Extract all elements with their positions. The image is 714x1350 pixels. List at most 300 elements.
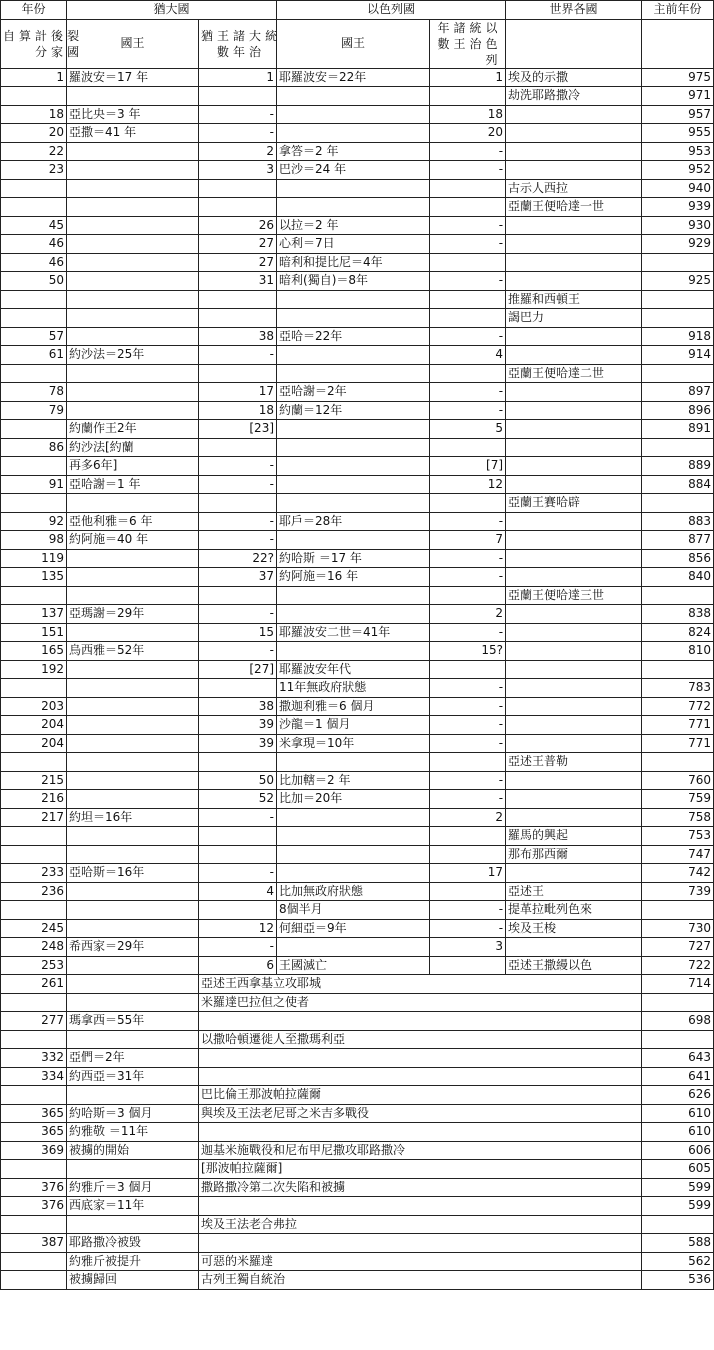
israel-king-cell (277, 642, 430, 661)
bc-year-cell (642, 753, 714, 772)
judah-years-header-column: 統 (265, 28, 278, 43)
table-row (1, 1086, 714, 1105)
judah-king-cell: 亞瑪謝＝29年 (67, 605, 199, 624)
world-cell (506, 401, 642, 420)
table-row (1, 901, 714, 920)
year-cell: 215 (1, 771, 67, 790)
table-row (1, 1049, 714, 1068)
bc-year-cell (642, 660, 714, 679)
event-cell (199, 1012, 642, 1031)
judah-king-cell: 亞們＝2年 (67, 1049, 199, 1068)
judah-king-cell (67, 1030, 199, 1049)
table-row (1, 364, 714, 383)
table-row (1, 161, 714, 180)
israel-years-header-column: 年 數 (437, 20, 450, 51)
judah-king-cell (67, 364, 199, 383)
judah-years-cell: 12 (199, 919, 277, 938)
judah-years-cell: 39 (199, 716, 277, 735)
year-cell: 137 (1, 605, 67, 624)
table-row (1, 420, 714, 439)
year-header-column: 計 分 (35, 28, 48, 59)
world-cell: 提革拉毗列色來 (506, 901, 642, 920)
year-cell: 1 (1, 68, 67, 87)
event-cell (199, 1067, 642, 1086)
judah-years-cell: - (199, 105, 277, 124)
table-row (1, 457, 714, 476)
world-cell (506, 327, 642, 346)
year-cell (1, 179, 67, 198)
judah-years-cell: 17 (199, 383, 277, 402)
table-row (1, 142, 714, 161)
israel-years-cell: - (430, 272, 506, 291)
bc-year-cell: 889 (642, 457, 714, 476)
bc-year-cell: 918 (642, 327, 714, 346)
judah-king-cell (67, 1160, 199, 1179)
bc-year-cell: 838 (642, 605, 714, 624)
judah-king-cell (67, 993, 199, 1012)
year-cell (1, 993, 67, 1012)
table-row (1, 531, 714, 550)
judah-king-cell: 約坦＝16年 (67, 808, 199, 827)
world-cell (506, 568, 642, 587)
judah-king-cell: 烏西雅＝52年 (67, 642, 199, 661)
world-cell (506, 346, 642, 365)
israel-king-cell (277, 438, 430, 457)
table-row (1, 105, 714, 124)
world-cell (506, 771, 642, 790)
world-cell: 亞蘭王便哈達三世 (506, 586, 642, 605)
israel-years-cell: - (430, 327, 506, 346)
judah-years-cell: 2 (199, 142, 277, 161)
israel-years-cell: 1 (430, 68, 506, 87)
israel-years-cell (430, 179, 506, 198)
world-cell (506, 605, 642, 624)
judah-years-cell: - (199, 475, 277, 494)
world-cell (506, 716, 642, 735)
year-cell: 50 (1, 272, 67, 291)
table-row (1, 1141, 714, 1160)
year-cell: 91 (1, 475, 67, 494)
table-row (1, 882, 714, 901)
israel-king-cell: 約蘭＝12年 (277, 401, 430, 420)
bc-year-cell: 957 (642, 105, 714, 124)
world-cell (506, 457, 642, 476)
israel-years-cell (430, 660, 506, 679)
subheader-row (1, 19, 714, 68)
world-cell (506, 272, 642, 291)
world-cell: 亞述王 (506, 882, 642, 901)
year-cell: 369 (1, 1141, 67, 1160)
israel-king-cell (277, 346, 430, 365)
year-cell: 23 (1, 161, 67, 180)
table-row (1, 1197, 714, 1216)
year-cell: 217 (1, 808, 67, 827)
judah-years-cell: 27 (199, 235, 277, 254)
israel-years-cell (430, 586, 506, 605)
israel-years-cell: - (430, 623, 506, 642)
judah-king-cell: 約沙法[約蘭 (67, 438, 199, 457)
israel-years-cell: - (430, 919, 506, 938)
judah-years-cell: 38 (199, 327, 277, 346)
year-cell: 86 (1, 438, 67, 457)
bc-year-cell: 759 (642, 790, 714, 809)
bc-year-cell: 562 (642, 1252, 714, 1271)
year-cell: 135 (1, 568, 67, 587)
bc-year-cell: 952 (642, 161, 714, 180)
event-cell (199, 1197, 642, 1216)
israel-years-cell (430, 827, 506, 846)
judah-king-cell (67, 771, 199, 790)
year-cell: 46 (1, 253, 67, 272)
year-header-column: 後 家 (51, 28, 64, 59)
israel-years-cell: 2 (430, 808, 506, 827)
world-cell (506, 660, 642, 679)
bc-year-cell: 599 (642, 1178, 714, 1197)
israel-king-cell (277, 290, 430, 309)
table-row (1, 1271, 714, 1290)
subheader-israel-years (430, 19, 506, 68)
israel-years-cell: - (430, 734, 506, 753)
israel-years-header-column: 諸 王 (453, 20, 466, 51)
judah-king-cell (67, 623, 199, 642)
judah-years-cell (199, 309, 277, 328)
bc-year-cell: 925 (642, 272, 714, 291)
israel-king-cell: 巴沙＝24 年 (277, 161, 430, 180)
israel-years-cell (430, 290, 506, 309)
world-cell (506, 124, 642, 143)
judah-king-cell (67, 253, 199, 272)
judah-years-cell: [23] (199, 420, 277, 439)
bc-year-cell: 940 (642, 179, 714, 198)
judah-king-cell: 被擄的開始 (67, 1141, 199, 1160)
israel-years-cell (430, 198, 506, 217)
israel-king-cell (277, 105, 430, 124)
bc-year-cell: 626 (642, 1086, 714, 1105)
judah-king-cell: 亞他利雅＝6 年 (67, 512, 199, 531)
israel-king-cell: 亞哈謝＝2年 (277, 383, 430, 402)
judah-years-cell (199, 290, 277, 309)
judah-king-cell: 再多6年] (67, 457, 199, 476)
world-cell (506, 790, 642, 809)
israel-king-cell (277, 198, 430, 217)
year-cell (1, 457, 67, 476)
judah-years-cell (199, 845, 277, 864)
year-cell: 57 (1, 327, 67, 346)
israel-years-cell: 17 (430, 864, 506, 883)
judah-king-cell (67, 790, 199, 809)
table-row (1, 679, 714, 698)
judah-king-cell: 約沙法＝25年 (67, 346, 199, 365)
world-cell (506, 697, 642, 716)
bc-year-cell: 953 (642, 142, 714, 161)
year-cell: 192 (1, 660, 67, 679)
israel-king-cell: 耶羅波安二世＝41年 (277, 623, 430, 642)
bc-year-cell: 722 (642, 956, 714, 975)
bc-year-cell: 588 (642, 1234, 714, 1253)
judah-years-cell: 39 (199, 734, 277, 753)
header-world: 世界各國 (506, 1, 642, 20)
judah-king-cell (67, 549, 199, 568)
israel-king-cell: 比加轄＝2 年 (277, 771, 430, 790)
judah-king-cell (67, 901, 199, 920)
israel-king-cell (277, 420, 430, 439)
judah-years-cell: 38 (199, 697, 277, 716)
israel-king-cell (277, 938, 430, 957)
judah-years-cell: 26 (199, 216, 277, 235)
israel-years-cell: 4 (430, 346, 506, 365)
israel-years-cell: 3 (430, 938, 506, 957)
year-cell: 204 (1, 716, 67, 735)
table-row (1, 235, 714, 254)
israel-king-cell: 11年無政府狀態 (277, 679, 430, 698)
judah-king-cell: 耶路撒冷被毀 (67, 1234, 199, 1253)
table-row (1, 623, 714, 642)
judah-years-cell: 4 (199, 882, 277, 901)
world-cell (506, 438, 642, 457)
year-cell (1, 1030, 67, 1049)
judah-years-cell (199, 679, 277, 698)
table-row (1, 716, 714, 735)
table-row (1, 494, 714, 513)
table-row (1, 438, 714, 457)
world-cell (506, 734, 642, 753)
israel-years-cell: - (430, 161, 506, 180)
bc-year-cell (642, 586, 714, 605)
table-row (1, 1234, 714, 1253)
year-cell: 204 (1, 734, 67, 753)
judah-king-cell: 約雅斤被提升 (67, 1252, 199, 1271)
israel-king-cell (277, 586, 430, 605)
world-cell: 謁巴力 (506, 309, 642, 328)
judah-years-cell: 18 (199, 401, 277, 420)
israel-years-cell: - (430, 142, 506, 161)
bc-year-cell (642, 494, 714, 513)
judah-years-cell: 50 (199, 771, 277, 790)
israel-king-cell (277, 475, 430, 494)
israel-years-cell (430, 956, 506, 975)
subheader-world (506, 19, 642, 68)
year-cell: 46 (1, 235, 67, 254)
judah-years-cell: - (199, 605, 277, 624)
judah-years-header-column: 猶 (201, 28, 214, 43)
judah-years-cell: 31 (199, 272, 277, 291)
year-header-column: 算 (19, 28, 32, 43)
bc-year-cell: 610 (642, 1123, 714, 1142)
header-israel: 以色列國 (277, 1, 506, 20)
israel-king-cell: 米拿現＝10年 (277, 734, 430, 753)
judah-king-cell (67, 235, 199, 254)
table-body (1, 68, 714, 1289)
judah-years-cell: - (199, 938, 277, 957)
year-cell: 20 (1, 124, 67, 143)
event-cell: 與埃及王法老尼哥之米吉多戰役 (199, 1104, 642, 1123)
table-row (1, 198, 714, 217)
judah-years-cell: 52 (199, 790, 277, 809)
israel-king-cell: 拿答＝2 年 (277, 142, 430, 161)
world-cell: 亞蘭王便哈達一世 (506, 198, 642, 217)
bc-year-cell: 753 (642, 827, 714, 846)
judah-king-cell (67, 383, 199, 402)
world-cell: 劫洗耶路撒冷 (506, 87, 642, 106)
israel-years-cell (430, 253, 506, 272)
israel-years-cell: - (430, 716, 506, 735)
judah-years-cell: 22? (199, 549, 277, 568)
bc-year-cell: 747 (642, 845, 714, 864)
year-cell (1, 309, 67, 328)
judah-king-cell (67, 716, 199, 735)
year-cell: 92 (1, 512, 67, 531)
year-cell (1, 87, 67, 106)
judah-king-cell (67, 679, 199, 698)
israel-years-cell: - (430, 401, 506, 420)
bc-year-cell: 971 (642, 87, 714, 106)
judah-king-cell (67, 845, 199, 864)
table-row (1, 272, 714, 291)
table-row (1, 956, 714, 975)
judah-years-header-column: 王 數 (217, 28, 230, 59)
judah-years-cell (199, 753, 277, 772)
year-cell: 332 (1, 1049, 67, 1068)
table-row (1, 327, 714, 346)
judah-years-cell (199, 586, 277, 605)
israel-years-cell (430, 438, 506, 457)
year-cell: 387 (1, 1234, 67, 1253)
judah-king-cell (67, 161, 199, 180)
judah-king-cell (67, 975, 199, 994)
israel-years-cell (430, 87, 506, 106)
bc-year-cell (642, 290, 714, 309)
judah-years-cell: - (199, 531, 277, 550)
world-cell (506, 235, 642, 254)
bc-year-cell: 930 (642, 216, 714, 235)
year-cell (1, 290, 67, 309)
event-cell (199, 1049, 642, 1068)
world-cell (506, 420, 642, 439)
year-cell (1, 586, 67, 605)
world-cell: 埃及的示撒 (506, 68, 642, 87)
year-cell: 119 (1, 549, 67, 568)
table-row (1, 790, 714, 809)
event-cell (199, 1234, 642, 1253)
world-cell (506, 938, 642, 957)
bc-year-cell: 891 (642, 420, 714, 439)
year-cell: 376 (1, 1197, 67, 1216)
israel-king-cell (277, 179, 430, 198)
world-cell (506, 161, 642, 180)
judah-king-cell (67, 586, 199, 605)
judah-king-cell (67, 216, 199, 235)
israel-king-cell: 約哈斯 ＝17 年 (277, 549, 430, 568)
world-cell: 羅馬的興起 (506, 827, 642, 846)
year-cell: 248 (1, 938, 67, 957)
bc-year-cell (642, 253, 714, 272)
event-cell: 米羅達巴拉但之使者 (199, 993, 642, 1012)
year-cell (1, 364, 67, 383)
judah-king-cell (67, 882, 199, 901)
judah-king-cell (67, 179, 199, 198)
world-cell (506, 642, 642, 661)
table-row (1, 1215, 714, 1234)
judah-king-cell: 亞比央＝3 年 (67, 105, 199, 124)
bc-year-cell: 606 (642, 1141, 714, 1160)
year-cell (1, 1160, 67, 1179)
judah-king-cell (67, 660, 199, 679)
judah-king-cell (67, 1215, 199, 1234)
israel-king-cell: 沙龍＝1 個月 (277, 716, 430, 735)
year-cell: 334 (1, 1067, 67, 1086)
year-cell: 151 (1, 623, 67, 642)
israel-king-cell: 耶羅波安年代 (277, 660, 430, 679)
year-cell: 79 (1, 401, 67, 420)
subheader-judah-king: 國王 (67, 19, 199, 68)
bc-year-cell: 714 (642, 975, 714, 994)
world-cell: 埃及王梭 (506, 919, 642, 938)
judah-king-cell: 亞哈謝＝1 年 (67, 475, 199, 494)
israel-king-cell: 以拉＝2 年 (277, 216, 430, 235)
year-cell: 277 (1, 1012, 67, 1031)
table-row (1, 1252, 714, 1271)
judah-king-cell: 約阿施＝40 年 (67, 531, 199, 550)
year-cell (1, 1271, 67, 1290)
judah-king-cell: 約西亞＝31年 (67, 1067, 199, 1086)
header-year: 年份 (1, 1, 67, 20)
table-row (1, 253, 714, 272)
judah-king-cell: 約蘭作王2年 (67, 420, 199, 439)
judah-king-cell (67, 1086, 199, 1105)
israel-king-cell: 何細亞＝9年 (277, 919, 430, 938)
israel-years-cell: 5 (430, 420, 506, 439)
year-cell: 18 (1, 105, 67, 124)
bc-year-cell: 730 (642, 919, 714, 938)
header-judah: 猶大國 (67, 1, 277, 20)
judah-king-cell (67, 956, 199, 975)
bc-year-cell: 824 (642, 623, 714, 642)
judah-king-cell (67, 87, 199, 106)
israel-years-cell (430, 309, 506, 328)
israel-king-cell (277, 753, 430, 772)
bc-year-cell: 536 (642, 1271, 714, 1290)
judah-years-cell: 6 (199, 956, 277, 975)
israel-king-cell (277, 364, 430, 383)
judah-king-cell (67, 568, 199, 587)
table-row (1, 383, 714, 402)
israel-king-cell: 比加無政府狀態 (277, 882, 430, 901)
israel-king-cell: 耶羅波安＝22年 (277, 68, 430, 87)
israel-years-cell: 12 (430, 475, 506, 494)
table-row (1, 346, 714, 365)
year-cell (1, 1086, 67, 1105)
israel-king-cell (277, 808, 430, 827)
israel-years-header-column: 統 治 (469, 20, 482, 51)
world-cell (506, 549, 642, 568)
table-row (1, 1067, 714, 1086)
judah-years-cell (199, 827, 277, 846)
year-header-column: 自 (3, 28, 16, 43)
event-cell: 撒路撒冷第二次失陷和被擄 (199, 1178, 642, 1197)
israel-king-cell: 比加＝20年 (277, 790, 430, 809)
israel-king-cell (277, 457, 430, 476)
year-cell: 22 (1, 142, 67, 161)
judah-king-cell: 亞哈斯＝16年 (67, 864, 199, 883)
israel-king-cell: 約阿施＝16 年 (277, 568, 430, 587)
israel-king-cell: 耶戶＝28年 (277, 512, 430, 531)
judah-years-cell (199, 494, 277, 513)
judah-years-cell (199, 87, 277, 106)
bc-year-cell: 698 (642, 1012, 714, 1031)
subheader-bc (642, 19, 714, 68)
judah-years-cell: 3 (199, 161, 277, 180)
judah-years-cell (199, 364, 277, 383)
